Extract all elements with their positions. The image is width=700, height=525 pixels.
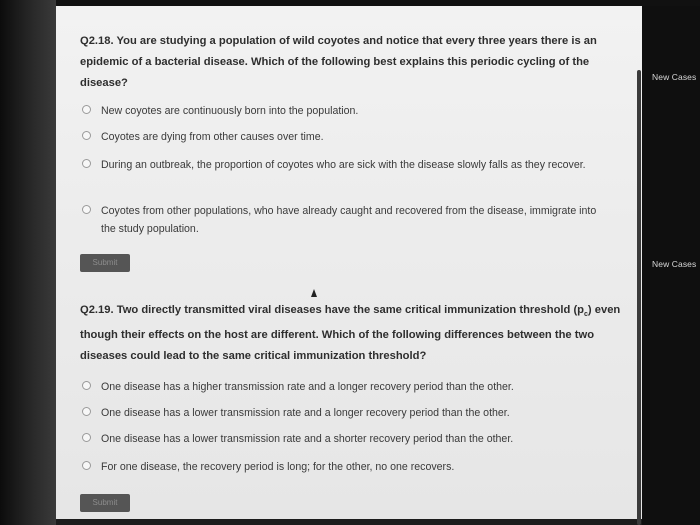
radio-button[interactable] [82, 159, 91, 168]
option-label: One disease has a lower transmission rate and a shorter recovery period than the other. [101, 433, 514, 445]
option-label: During an outbreak, the proportion of coyotes who are sick with the disease slowly falls as they recover. [101, 159, 586, 171]
submit-button[interactable]: Submit [80, 254, 130, 272]
q218-option-3[interactable] [82, 156, 612, 174]
radio-button[interactable] [82, 381, 91, 390]
q219-option-1[interactable] [82, 378, 622, 396]
q218-option-1[interactable] [82, 102, 622, 120]
option-label: New coyotes are continuously born into the population. [101, 105, 359, 117]
mouse-cursor-icon [311, 289, 317, 297]
option-label: Coyotes from other populations, who have already caught and recovered from the disease, immigrate into the study population. [101, 205, 597, 235]
new-cases-link[interactable]: New Cases [652, 72, 697, 82]
radio-button[interactable] [82, 407, 91, 416]
question-text-part: Q2.19. Two directly transmitted viral diseases have the same critical immunization threshold (p [80, 304, 585, 316]
option-label: One disease has a higher transmission rate and a longer recovery period than the other. [101, 381, 514, 393]
question-text-part: ) even though their effects on the host are different. Which of the following differences between the two diseases could lead to the same critical immunization threshold? [80, 304, 621, 363]
question-text-subscript: c [584, 311, 588, 319]
option-label: Coyotes are dying from other causes over time. [101, 131, 324, 143]
option-label: For one disease, the recovery period is long; for the other, no one recovers. [101, 461, 455, 473]
radio-button[interactable] [82, 461, 91, 470]
q219-option-3[interactable] [82, 430, 622, 448]
q219-option-4[interactable] [82, 458, 622, 476]
new-cases-link[interactable]: New Cases [652, 259, 697, 269]
scrollbar[interactable] [637, 70, 641, 525]
radio-button[interactable] [82, 433, 91, 442]
option-label: One disease has a lower transmission rate and a longer recovery period than the other. [101, 407, 510, 419]
radio-button[interactable] [82, 105, 91, 114]
radio-button[interactable] [82, 205, 91, 214]
submit-button[interactable]: Submit [80, 494, 130, 512]
question-2-18-text: Q2.18. You are studying a population of wild coyotes and notice that every three years there is an epidemic of a bacterial disease. Which of the following best explains this periodic cycling of the disease? [80, 35, 597, 89]
question-2-19-text [80, 300, 630, 367]
q219-option-2[interactable] [82, 404, 622, 422]
q218-option-2[interactable] [82, 128, 622, 146]
screen-bezel-left [0, 0, 56, 525]
radio-button[interactable] [82, 131, 91, 140]
q218-option-4[interactable] [82, 202, 612, 238]
